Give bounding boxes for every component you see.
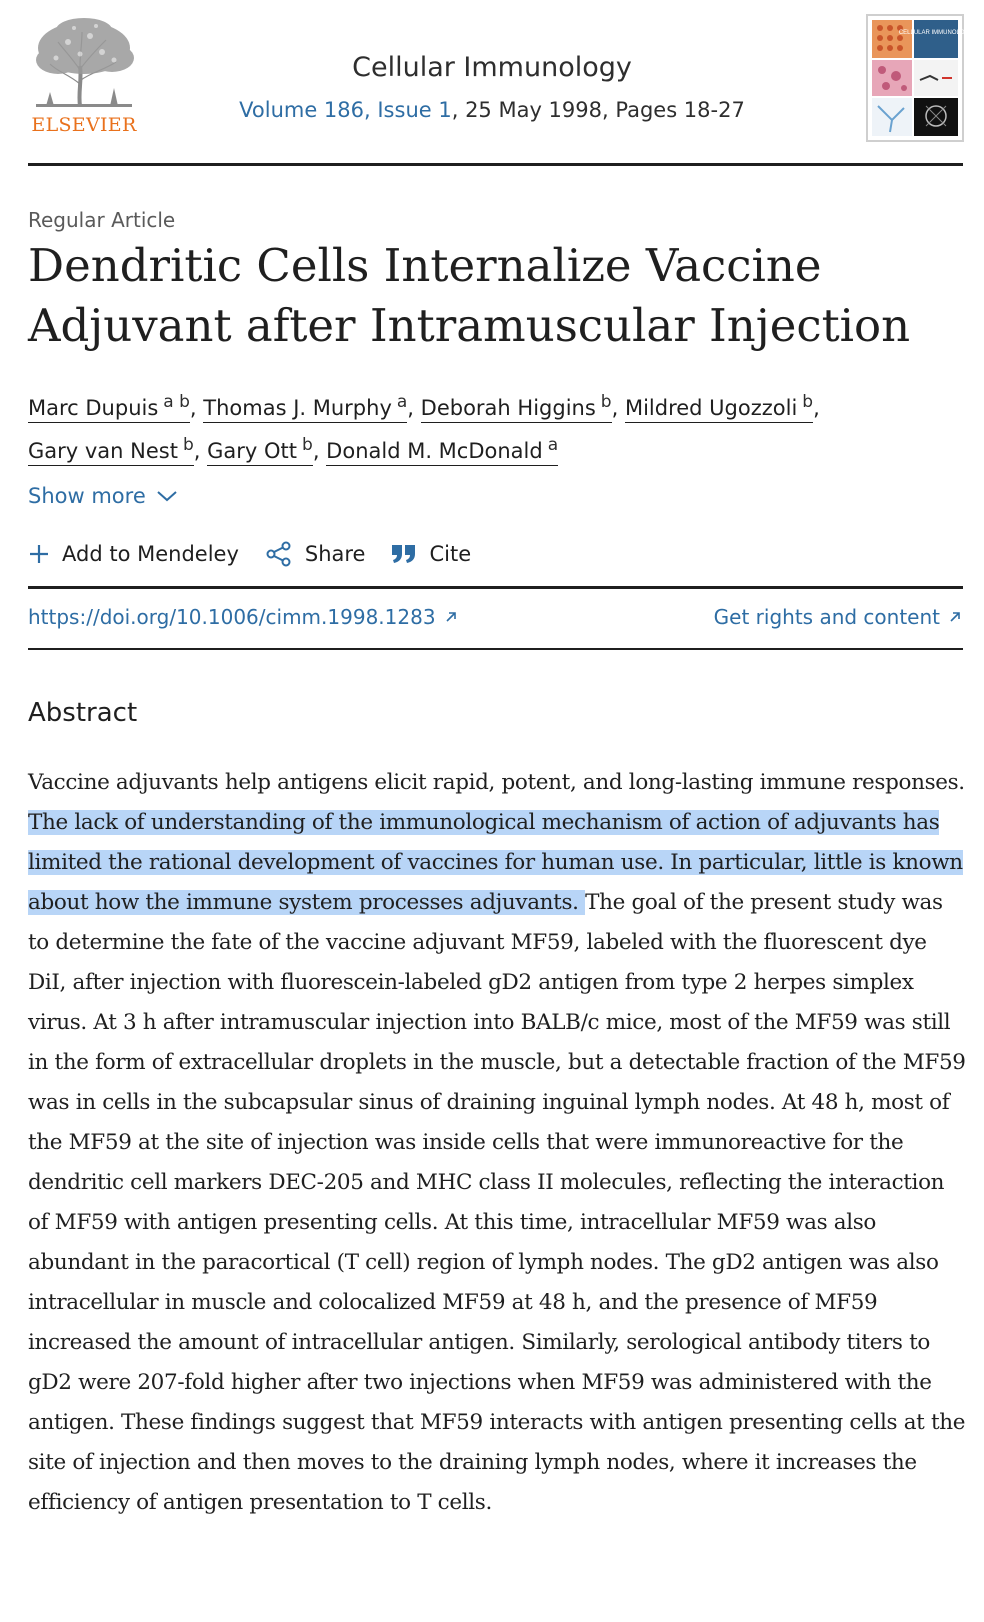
journal-cover-image [868,16,974,140]
author-link[interactable] [326,435,559,466]
issue-date-pages: , 25 May 1998, Pages 18-27 [451,98,745,122]
author-name: Thomas J. Murphy [203,396,392,420]
article-type: Regular Article [28,208,176,232]
get-rights-link[interactable] [714,605,962,629]
abstract-heading: Abstract [28,698,138,728]
journal-issue-info [0,98,984,122]
author-affiliation: a b [163,392,190,412]
author-link[interactable] [28,392,190,423]
article-actions [28,541,497,567]
author-affiliation: b [600,392,612,412]
share-label: Share [304,542,366,566]
external-link-icon [444,610,458,624]
external-link-icon [948,610,962,624]
share-icon [265,541,293,567]
actions-divider [28,586,963,589]
links-divider [28,648,963,650]
plus-icon [28,543,50,565]
get-rights-label: Get rights and content [713,605,940,629]
cover-title: CELLULAR IMMUNOLOGY [898,30,974,36]
doi-link[interactable] [28,605,458,629]
article-title: Dendritic Cells Internalize Vaccine Adjuvant after Intramuscular Injection [28,239,911,352]
doi-url: https://doi.org/10.1006/cimm.1998.1283 [28,605,436,629]
author-link[interactable] [207,435,313,466]
add-to-mendeley-button[interactable] [28,542,239,566]
show-more-label: Show more [28,484,146,508]
text-selection-highlight: The lack of understanding of the immunological mechanism of action of adjuvants has limited the rational development of vaccines for human use. In particular, little is known about how the immune system processes adjuvants. [28,810,963,915]
author-name: Gary van Nest [28,439,178,463]
author-affiliation: a [547,435,559,455]
author-list: Marc Dupuis $^{a b}$, Thomas J. Murphy $^a$, Deborah Higgins $^b$, Mildred Ugozzoli $^b$, Gary van Nest $^b$, Gary Ott $^b$, Donald M. McDonald $^a$ [28,384,958,470]
journal-title[interactable]: Cellular Immunology [352,52,632,83]
abstract-text-start: Vaccine adjuvants help antigens elicit rapid, potent, and long-lasting immune responses. [28,770,965,795]
chevron-down-icon [156,489,178,503]
abstract-text-rest: The goal of the present study was to determine the fate of the vaccine adjuvant MF59, labeled with the fluorescent dye DiI, after injection with fluorescein-labeled gD2 antigen from type 2 herpes simplex virus. At 3 h after intramuscular injection into BALB/c mice, most of the MF59 was still in the form of extracellular droplets in the muscle, but a detectable fraction of the MF59 was in cells in the subcapsular sinus of draining inguinal lymph nodes. At 48 h, most of the MF59 at the site of injection was inside cells that were immunoreactive for the dendritic cell markers DEC-205 and MHC class II molecules, reflecting the interaction of MF59 with antigen presenting cells. At this time, intracellular MF59 was also abundant in the paracortical (T cell) region of lymph nodes. The gD2 antigen was also intracellular in muscle and colocalized MF59 at 48 h, and the presence of MF59 increased the amount of intracellular antigen. Similarly, serological antibody titers to gD2 were 207-fold higher after two injections when MF59 was administered with the antigen. These findings suggest that MF59 interacts with antigen presenting cells at the site of injection and then moves to the draining lymph nodes, where it increases the efficiency of antigen presentation to T cells. [28,890,966,1515]
author-affiliation: b [182,435,194,455]
cite-label: Cite [429,542,472,566]
add-to-mendeley-label: Add to Mendeley [62,542,239,566]
author-affiliation: a [396,392,408,412]
author-affiliation: b [802,392,814,412]
cite-button[interactable] [391,542,471,566]
volume-issue-link[interactable]: Volume 186, Issue 1 [239,98,452,122]
share-button[interactable] [265,541,366,567]
author-name: Marc Dupuis [28,396,159,420]
author-name: Deborah Higgins [420,396,596,420]
abstract-text [28,763,968,1523]
show-more-button[interactable] [28,484,178,508]
author-name: Gary Ott [207,439,298,463]
author-link[interactable] [624,392,814,423]
author-link[interactable] [28,435,194,466]
header-divider [28,163,963,166]
journal-cover-thumbnail[interactable] [866,14,974,142]
author-name: Donald M. McDonald [326,439,543,463]
author-affiliation: b [302,435,313,455]
author-link[interactable] [420,392,612,423]
author-link[interactable] [203,392,408,423]
author-name: Mildred Ugozzoli [624,396,798,420]
publisher-wordmark: ELSEVIER [31,114,137,136]
quote-icon [391,543,417,565]
